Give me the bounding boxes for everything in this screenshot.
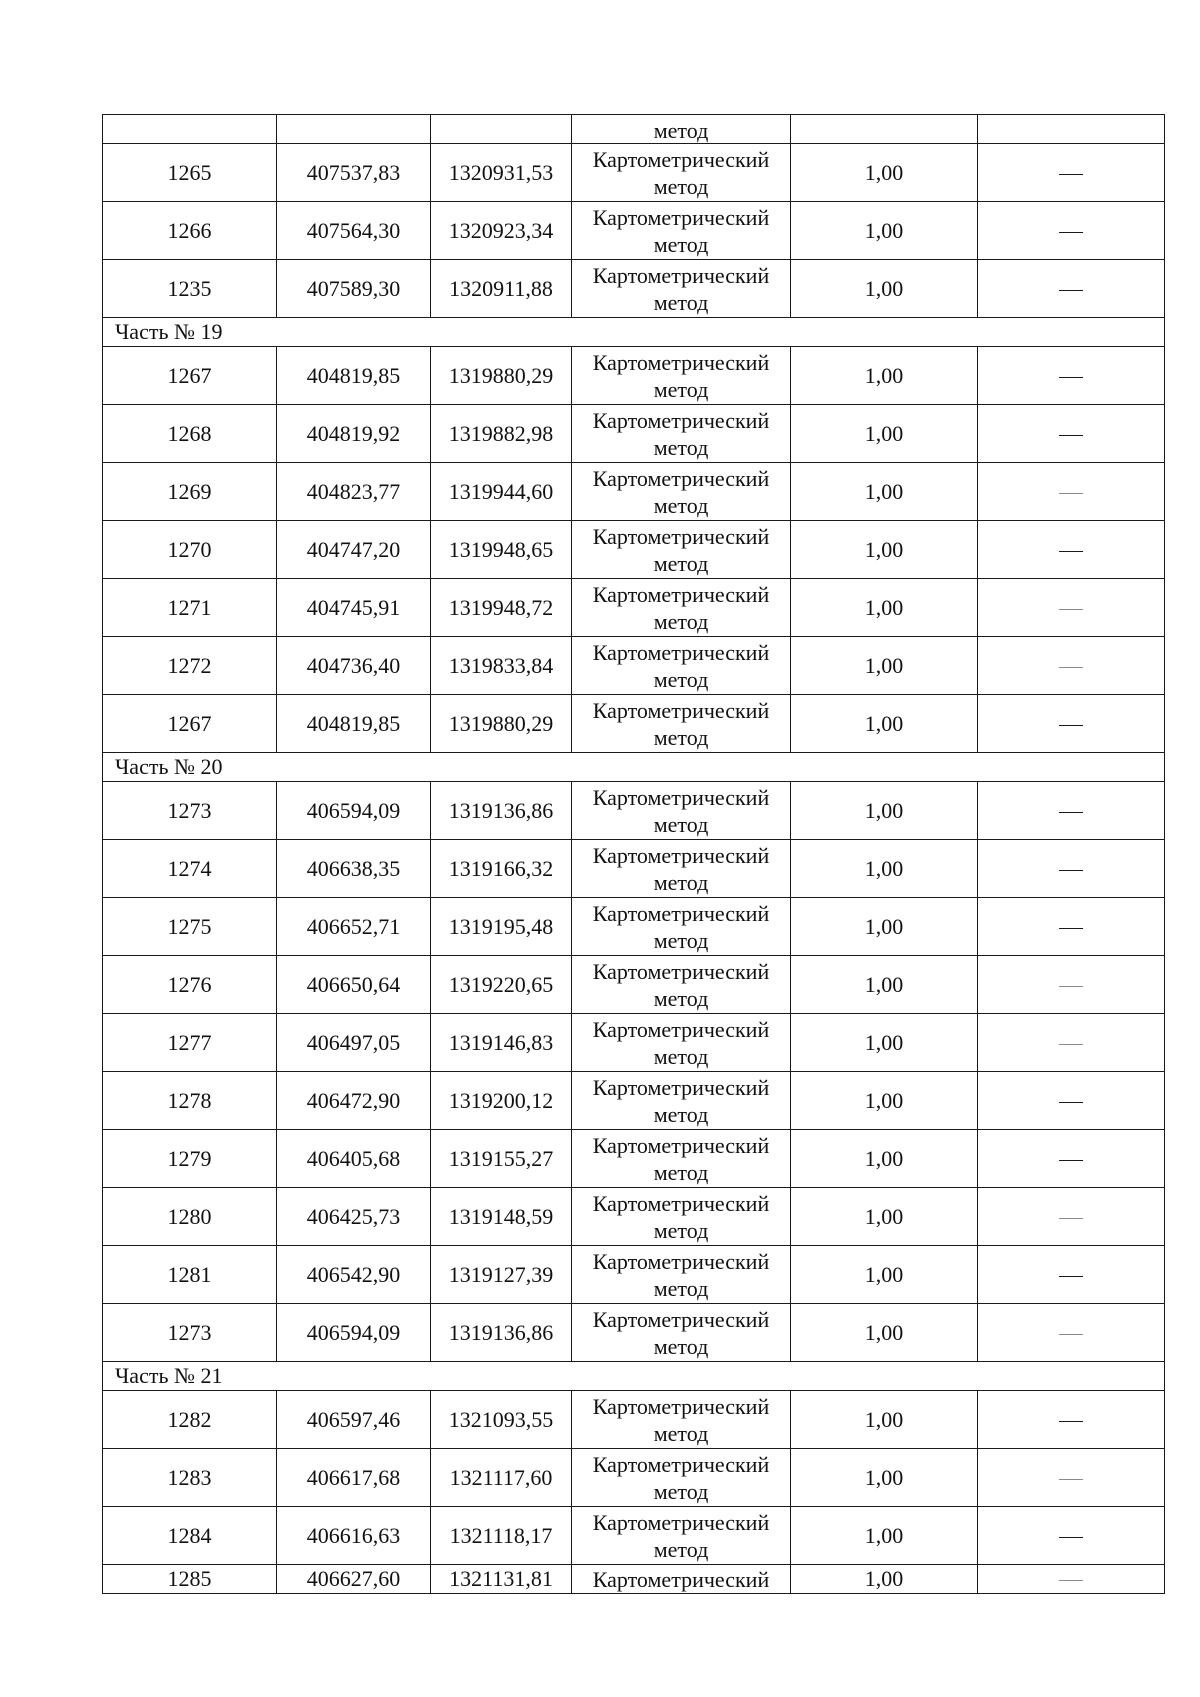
x-coordinate-cell: 404819,85	[277, 347, 431, 405]
table-row	[103, 1246, 1165, 1304]
point-number-cell: 1273	[103, 782, 277, 840]
x-coordinate-cell: 406472,90	[277, 1072, 431, 1130]
method-line-2: метод	[653, 173, 709, 199]
accuracy-cell: 1,00	[791, 202, 978, 260]
dash-cell	[978, 1014, 1165, 1072]
point-number-cell: 1273	[103, 1304, 277, 1362]
method-line-2: метод	[653, 1478, 709, 1504]
dash-cell	[978, 1072, 1165, 1130]
point-number-cell: 1267	[103, 347, 277, 405]
dash-mark	[1059, 493, 1083, 494]
method-cell	[572, 144, 791, 202]
method-line-2: метод	[653, 289, 709, 315]
dash-mark	[1059, 667, 1083, 668]
dash-cell	[978, 782, 1165, 840]
method-line-1: Картометрический	[592, 1509, 770, 1535]
method-line-2: метод	[653, 492, 709, 518]
method-line-1: Картометрический	[592, 146, 770, 172]
method-line-1: Картометрический	[592, 262, 770, 288]
method-line-2: метод	[653, 1217, 709, 1243]
method-line-2: метод	[653, 1420, 709, 1446]
y-coordinate-cell: 1321117,60	[431, 1449, 572, 1507]
accuracy-cell: 1,00	[791, 1246, 978, 1304]
table-row	[103, 782, 1165, 840]
point-number-cell: 1282	[103, 1391, 277, 1449]
dash-mark	[1059, 174, 1083, 175]
point-number-cell: 1270	[103, 521, 277, 579]
dash-cell	[978, 637, 1165, 695]
method-line-2: метод	[653, 1275, 709, 1301]
method-cell	[572, 405, 791, 463]
accuracy-cell: 1,00	[791, 1391, 978, 1449]
y-coordinate-cell: 1319136,86	[431, 1304, 572, 1362]
table-row	[103, 405, 1165, 463]
method-cell	[572, 1246, 791, 1304]
part-heading-row	[103, 318, 1165, 347]
point-number-cell: 1279	[103, 1130, 277, 1188]
method-line-1: Картометрический	[592, 1306, 770, 1332]
dash-mark	[1059, 290, 1083, 291]
dash-cell	[978, 1391, 1165, 1449]
y-coordinate-cell: 1321118,17	[431, 1507, 572, 1565]
method-line-2: метод	[653, 869, 709, 895]
point-number-cell: 1267	[103, 695, 277, 753]
accuracy-cell: 1,00	[791, 1565, 978, 1594]
dash-cell	[978, 1565, 1165, 1594]
method-line-2: метод	[653, 1101, 709, 1127]
accuracy-cell: 1,00	[791, 1130, 978, 1188]
method-line-1: Картометрический	[592, 465, 770, 491]
method-cell	[572, 1391, 791, 1449]
dash-cell	[978, 347, 1165, 405]
accuracy-cell: 1,00	[791, 956, 978, 1014]
continuation-row	[103, 115, 1165, 144]
x-coordinate-cell: 404745,91	[277, 579, 431, 637]
accuracy-cell: 1,00	[791, 144, 978, 202]
method-cell	[572, 1072, 791, 1130]
method-cell	[572, 347, 791, 405]
part-heading-row	[103, 753, 1165, 782]
dash-cell	[978, 405, 1165, 463]
x-coordinate-cell: 406594,09	[277, 1304, 431, 1362]
x-coordinate-cell: 404736,40	[277, 637, 431, 695]
x-coordinate-cell: 406652,71	[277, 898, 431, 956]
dash-cell	[978, 840, 1165, 898]
table-row	[103, 347, 1165, 405]
coordinates-table-body	[103, 115, 1165, 1594]
dash-mark	[1059, 1334, 1083, 1335]
point-number-cell: 1265	[103, 144, 277, 202]
method-cell	[572, 521, 791, 579]
point-number-cell: 1276	[103, 956, 277, 1014]
method-cell	[572, 840, 791, 898]
empty-cell	[103, 115, 277, 144]
accuracy-cell: 1,00	[791, 1304, 978, 1362]
part-heading: Часть № 21	[103, 1362, 1165, 1391]
method-cell	[572, 1507, 791, 1565]
x-coordinate-cell: 406627,60	[277, 1565, 431, 1594]
dash-cell	[978, 1507, 1165, 1565]
accuracy-cell: 1,00	[791, 579, 978, 637]
dash-mark	[1059, 377, 1083, 378]
x-coordinate-cell: 406617,68	[277, 1449, 431, 1507]
table-row	[103, 637, 1165, 695]
y-coordinate-cell: 1319944,60	[431, 463, 572, 521]
method-line-2: метод	[653, 1043, 709, 1069]
method-line-1: Картометрический	[592, 581, 770, 607]
method-line-2: метод	[653, 550, 709, 576]
method-line-1: Картометрический	[592, 697, 770, 723]
dash-cell	[978, 1449, 1165, 1507]
x-coordinate-cell: 406616,63	[277, 1507, 431, 1565]
dash-mark	[1059, 551, 1083, 552]
x-coordinate-cell: 406594,09	[277, 782, 431, 840]
x-coordinate-cell: 406650,64	[277, 956, 431, 1014]
x-coordinate-cell: 404823,77	[277, 463, 431, 521]
dash-cell	[978, 202, 1165, 260]
dash-cell	[978, 1188, 1165, 1246]
method-cell	[572, 956, 791, 1014]
method-line-2: метод	[653, 1159, 709, 1185]
accuracy-cell: 1,00	[791, 521, 978, 579]
point-number-cell: 1277	[103, 1014, 277, 1072]
method-cell	[572, 695, 791, 753]
method-line-1: Картометрический	[592, 349, 770, 375]
method-cell	[572, 202, 791, 260]
method-continuation-cell: метод	[572, 115, 791, 144]
method-line-1: Картометрический	[592, 958, 770, 984]
method-line-1: Картометрический	[592, 900, 770, 926]
empty-cell	[431, 115, 572, 144]
x-coordinate-cell: 406542,90	[277, 1246, 431, 1304]
table-row	[103, 1565, 1165, 1594]
table-row	[103, 521, 1165, 579]
table-row	[103, 463, 1165, 521]
method-line-2: метод	[653, 811, 709, 837]
point-number-cell: 1285	[103, 1565, 277, 1594]
y-coordinate-cell: 1321131,81	[431, 1565, 572, 1594]
part-heading: Часть № 19	[103, 318, 1165, 347]
accuracy-cell: 1,00	[791, 1014, 978, 1072]
point-number-cell: 1284	[103, 1507, 277, 1565]
method-line-1: Картометрический	[592, 639, 770, 665]
table-row	[103, 260, 1165, 318]
dash-cell	[978, 521, 1165, 579]
table-row	[103, 579, 1165, 637]
y-coordinate-cell: 1320931,53	[431, 144, 572, 202]
accuracy-cell: 1,00	[791, 1188, 978, 1246]
table-row	[103, 1449, 1165, 1507]
method-cell	[572, 1304, 791, 1362]
dash-mark	[1059, 986, 1083, 987]
method-cell	[572, 463, 791, 521]
method-line-1: Картометрический	[592, 523, 770, 549]
method-line-1: Картометрический	[592, 1248, 770, 1274]
method-line-1: Картометрический	[592, 842, 770, 868]
method-cell	[572, 1449, 791, 1507]
part-heading-row	[103, 1362, 1165, 1391]
method-line-1: Картометрический	[592, 1132, 770, 1158]
table-row	[103, 1507, 1165, 1565]
table-row	[103, 202, 1165, 260]
dash-cell	[978, 260, 1165, 318]
dash-mark	[1059, 609, 1083, 610]
dash-cell	[978, 956, 1165, 1014]
accuracy-cell: 1,00	[791, 695, 978, 753]
point-number-cell: 1271	[103, 579, 277, 637]
method-cell	[572, 898, 791, 956]
table-row	[103, 144, 1165, 202]
y-coordinate-cell: 1319220,65	[431, 956, 572, 1014]
dash-mark	[1059, 1537, 1083, 1538]
method-line-2: метод	[653, 608, 709, 634]
x-coordinate-cell: 404819,85	[277, 695, 431, 753]
x-coordinate-cell: 404819,92	[277, 405, 431, 463]
x-coordinate-cell: 404747,20	[277, 521, 431, 579]
y-coordinate-cell: 1319948,72	[431, 579, 572, 637]
y-coordinate-cell: 1320911,88	[431, 260, 572, 318]
point-number-cell: 1269	[103, 463, 277, 521]
y-coordinate-cell: 1319146,83	[431, 1014, 572, 1072]
dash-mark	[1059, 1276, 1083, 1277]
method-line-2: метод	[653, 1333, 709, 1359]
dash-cell	[978, 579, 1165, 637]
y-coordinate-cell: 1319880,29	[431, 347, 572, 405]
accuracy-cell: 1,00	[791, 260, 978, 318]
method-cell	[572, 1188, 791, 1246]
table-row	[103, 695, 1165, 753]
y-coordinate-cell: 1321093,55	[431, 1391, 572, 1449]
method-line-2: метод	[653, 1536, 709, 1562]
x-coordinate-cell: 406497,05	[277, 1014, 431, 1072]
method-cell	[572, 1014, 791, 1072]
dash-cell	[978, 1246, 1165, 1304]
accuracy-cell: 1,00	[791, 463, 978, 521]
y-coordinate-cell: 1320923,34	[431, 202, 572, 260]
method-line-1: Картометрический	[592, 1393, 770, 1419]
table-row	[103, 1014, 1165, 1072]
method-line-1: Картометрический	[592, 784, 770, 810]
y-coordinate-cell: 1319833,84	[431, 637, 572, 695]
method-cell	[572, 579, 791, 637]
table-row	[103, 1304, 1165, 1362]
empty-cell	[978, 115, 1165, 144]
method-line-2: метод	[653, 231, 709, 257]
method-cell	[572, 637, 791, 695]
method-cell	[572, 1565, 791, 1594]
dash-mark	[1059, 1580, 1083, 1581]
x-coordinate-cell: 407589,30	[277, 260, 431, 318]
method-line-1: Картометрический	[592, 204, 770, 230]
point-number-cell: 1268	[103, 405, 277, 463]
table-row	[103, 956, 1165, 1014]
point-number-cell: 1283	[103, 1449, 277, 1507]
method-line-2: метод	[653, 927, 709, 953]
method-line-1: Картометрический	[592, 407, 770, 433]
point-number-cell: 1274	[103, 840, 277, 898]
table-row	[103, 1188, 1165, 1246]
method-line-1: Картометрический	[592, 1016, 770, 1042]
y-coordinate-cell: 1319882,98	[431, 405, 572, 463]
method-line-2: метод	[653, 985, 709, 1011]
method-line-2: метод	[653, 376, 709, 402]
part-heading: Часть № 20	[103, 753, 1165, 782]
accuracy-cell: 1,00	[791, 1507, 978, 1565]
dash-mark	[1059, 928, 1083, 929]
accuracy-cell: 1,00	[791, 1072, 978, 1130]
point-number-cell: 1266	[103, 202, 277, 260]
x-coordinate-cell: 407537,83	[277, 144, 431, 202]
dash-mark	[1059, 1160, 1083, 1161]
dash-cell	[978, 898, 1165, 956]
table-row	[103, 898, 1165, 956]
point-number-cell: 1235	[103, 260, 277, 318]
dash-mark	[1059, 1044, 1083, 1045]
method-cell	[572, 782, 791, 840]
accuracy-cell: 1,00	[791, 347, 978, 405]
dash-cell	[978, 1304, 1165, 1362]
dash-cell	[978, 144, 1165, 202]
x-coordinate-cell: 406597,46	[277, 1391, 431, 1449]
y-coordinate-cell: 1319166,32	[431, 840, 572, 898]
point-number-cell: 1281	[103, 1246, 277, 1304]
table-row	[103, 1391, 1165, 1449]
y-coordinate-cell: 1319136,86	[431, 782, 572, 840]
x-coordinate-cell: 406425,73	[277, 1188, 431, 1246]
method-line-2: метод	[653, 666, 709, 692]
accuracy-cell: 1,00	[791, 405, 978, 463]
dash-mark	[1059, 1479, 1083, 1480]
dash-mark	[1059, 232, 1083, 233]
accuracy-cell: 1,00	[791, 782, 978, 840]
y-coordinate-cell: 1319200,12	[431, 1072, 572, 1130]
y-coordinate-cell: 1319155,27	[431, 1130, 572, 1188]
coordinates-table	[102, 114, 1165, 1594]
method-line-1: Картометрический	[592, 1451, 770, 1477]
method-line-1: Картометрический	[592, 1074, 770, 1100]
dash-mark	[1059, 1102, 1083, 1103]
y-coordinate-cell: 1319880,29	[431, 695, 572, 753]
method-cell	[572, 260, 791, 318]
empty-cell	[791, 115, 978, 144]
y-coordinate-cell: 1319127,39	[431, 1246, 572, 1304]
method-line-1: Картометрический	[592, 1190, 770, 1216]
x-coordinate-cell: 406638,35	[277, 840, 431, 898]
dash-cell	[978, 695, 1165, 753]
accuracy-cell: 1,00	[791, 898, 978, 956]
point-number-cell: 1275	[103, 898, 277, 956]
dash-mark	[1059, 1421, 1083, 1422]
y-coordinate-cell: 1319148,59	[431, 1188, 572, 1246]
dash-mark	[1059, 870, 1083, 871]
dash-mark	[1059, 725, 1083, 726]
x-coordinate-cell: 407564,30	[277, 202, 431, 260]
dash-cell	[978, 463, 1165, 521]
x-coordinate-cell: 406405,68	[277, 1130, 431, 1188]
point-number-cell: 1278	[103, 1072, 277, 1130]
point-number-cell: 1280	[103, 1188, 277, 1246]
method-line-2: метод	[653, 434, 709, 460]
method-line-1: Картометрический	[592, 1566, 770, 1592]
y-coordinate-cell: 1319948,65	[431, 521, 572, 579]
empty-cell	[277, 115, 431, 144]
accuracy-cell: 1,00	[791, 637, 978, 695]
y-coordinate-cell: 1319195,48	[431, 898, 572, 956]
table-row	[103, 1130, 1165, 1188]
accuracy-cell: 1,00	[791, 840, 978, 898]
dash-cell	[978, 1130, 1165, 1188]
method-line-2: метод	[653, 724, 709, 750]
dash-mark	[1059, 435, 1083, 436]
accuracy-cell: 1,00	[791, 1449, 978, 1507]
point-number-cell: 1272	[103, 637, 277, 695]
dash-mark	[1059, 1218, 1083, 1219]
table-row	[103, 840, 1165, 898]
table-row	[103, 1072, 1165, 1130]
dash-mark	[1059, 812, 1083, 813]
method-cell	[572, 1130, 791, 1188]
